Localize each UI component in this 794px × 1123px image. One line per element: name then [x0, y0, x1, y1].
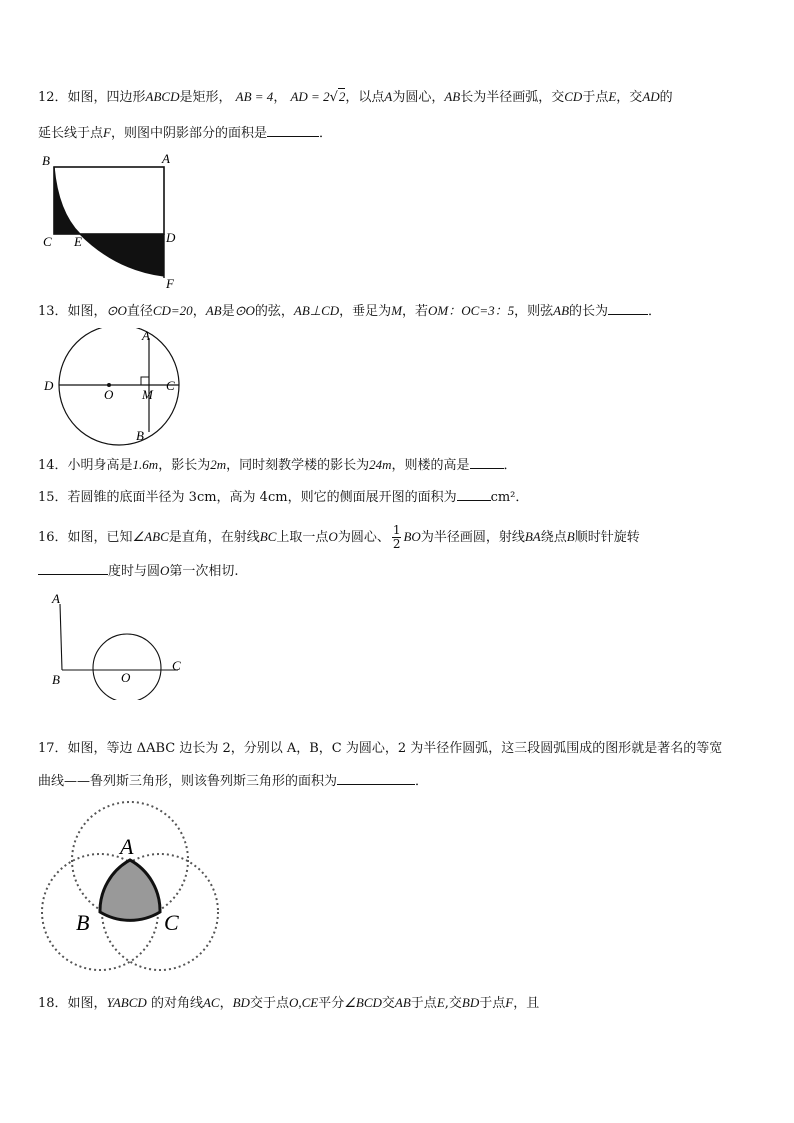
q17-figure	[38, 800, 228, 978]
q17-label-c: C	[164, 910, 179, 935]
q12-text: ，则图中阴影部分的面积是	[110, 126, 267, 141]
q16-frac-den: 2	[392, 537, 401, 551]
q13-ab: AB	[205, 303, 222, 318]
q16-ray-ba	[60, 604, 62, 670]
q18-text: 平分	[318, 996, 345, 1011]
q13-label-m: M	[142, 387, 153, 402]
q18-text: ,交	[444, 996, 462, 1011]
q17-label-a: A	[120, 834, 134, 859]
q13-label-o: O	[104, 387, 114, 402]
q12-text: 延长线于点	[38, 126, 104, 141]
q16-text: 度时与圆	[108, 564, 161, 579]
q13-end: ．	[648, 304, 662, 319]
q16-fraction	[392, 524, 402, 551]
q12-sep: ，	[273, 90, 287, 105]
q16-text: 为圆心、	[337, 530, 390, 545]
q14-text: ，同时刻教学楼的影长为	[226, 458, 370, 473]
q14-number: 14．小明身高是	[38, 458, 133, 473]
q18-ab: AB	[394, 995, 411, 1010]
q12-ab: AB	[444, 89, 461, 104]
q18-text: 交于点	[249, 996, 289, 1011]
q16-ba: BA	[524, 529, 541, 544]
q17-label-b: B	[76, 910, 90, 935]
q13-cd-eq: CD=20	[152, 303, 193, 318]
q12-text: 是矩形，	[179, 90, 232, 105]
q14-text: ，则楼的高是	[391, 458, 470, 473]
q18-text: 于点	[410, 996, 437, 1011]
q12-label-b: B	[42, 153, 50, 168]
q18-text: 的对角线	[150, 996, 203, 1011]
q12-text: 为圆心，	[392, 90, 445, 105]
q12-sqrt-sign: √	[329, 90, 338, 105]
q12-ad: AD	[642, 89, 660, 104]
q17-line1	[38, 740, 722, 758]
q18-text: ，	[219, 996, 233, 1011]
q13-text: ，垂足为	[339, 304, 392, 319]
q13-ratio: OM：OC=3：5	[428, 303, 515, 318]
q16-o2: O	[160, 563, 170, 578]
q12-point-a: A	[384, 89, 393, 104]
q12-cd: CD	[564, 89, 583, 104]
q13-text: ，若	[402, 304, 429, 319]
q18-angle: ∠BCD	[344, 995, 382, 1010]
q18-line	[38, 994, 539, 1013]
q13-text: 直径	[126, 304, 153, 319]
q12-answer-blank[interactable]	[267, 124, 319, 137]
q12-label-f: F	[166, 276, 174, 291]
q16-label-a: A	[52, 591, 60, 606]
q13-label-d: D	[44, 378, 54, 393]
q13-m: M	[391, 303, 403, 318]
q18-parallelogram: YABCD	[106, 995, 147, 1010]
q16-b: B	[566, 529, 575, 544]
q16-text: 为半径画圆，射线	[420, 530, 525, 545]
q16-text: 绕点	[540, 530, 567, 545]
q13-answer-blank[interactable]	[608, 302, 648, 315]
q16-circle	[93, 634, 161, 700]
q13-circle	[59, 328, 179, 445]
q13-ab2: AB	[553, 303, 570, 318]
q18-e: E	[436, 995, 445, 1010]
q13-text: ，则弦	[514, 304, 554, 319]
q16-text: 上取一点	[276, 530, 329, 545]
q12-label-c: C	[43, 234, 52, 249]
q12-shaded-left	[54, 167, 80, 234]
q13-text: 的长为	[569, 304, 609, 319]
q18-oce: O,CE	[288, 995, 319, 1010]
q16-answer-blank[interactable]	[38, 562, 108, 575]
q12-ab-eq: AB = 4	[235, 89, 274, 104]
q18-f: F	[505, 995, 514, 1010]
q13-text: 是	[221, 304, 235, 319]
q18-text: 于点	[479, 996, 506, 1011]
q15-end: ．	[515, 490, 529, 505]
q12-label-d: D	[166, 230, 176, 245]
q18-ac: AC	[202, 995, 220, 1010]
q15-answer-blank[interactable]	[457, 488, 491, 501]
q13-right-angle-mark	[141, 377, 149, 385]
q16-text: 第一次相切.	[169, 564, 239, 579]
q12-sqrt-arg: 2	[338, 89, 346, 104]
q13-text: 的弦，	[254, 304, 294, 319]
q16-label-b: B	[52, 672, 60, 687]
q13-label-c: C	[166, 378, 175, 393]
q14-height: 1.6m	[132, 457, 159, 472]
q13-number: 13．如图，	[38, 304, 107, 319]
q16-bo: BO	[403, 529, 421, 544]
q16-text: 是直角，在射线	[168, 530, 260, 545]
q18-bd: BD	[232, 995, 250, 1010]
q17-reuleaux-triangle	[100, 860, 160, 920]
q12-line2	[38, 124, 332, 143]
q13-circle-o: ⊙O	[106, 303, 127, 318]
q12-text: 于点	[582, 90, 609, 105]
q12-number: 12．如图，四边形	[38, 90, 146, 105]
q12-text: ，交	[616, 90, 643, 105]
q16-number: 16．如图，已知	[38, 530, 133, 545]
q12-line1	[38, 88, 673, 107]
q13-label-a: A	[142, 328, 150, 343]
q18-text: 交	[381, 996, 395, 1011]
q15-unit: cm²	[490, 490, 516, 505]
q14-line	[38, 456, 517, 475]
q15-line	[38, 488, 528, 507]
q12-text: ，以点	[345, 90, 385, 105]
q13-circle-o2: ⊙O	[234, 303, 255, 318]
q12-text: 的	[659, 90, 673, 105]
q14-shadow: 2m	[210, 457, 227, 472]
q12-text: 长为半径画弧，交	[460, 90, 565, 105]
q16-angle: ∠ABC	[132, 529, 169, 544]
q16-figure	[38, 590, 198, 700]
q16-frac-num: 1	[392, 523, 401, 537]
q17-answer-blank[interactable]	[337, 772, 415, 785]
q13-text: ，	[192, 304, 206, 319]
q16-line1	[38, 524, 640, 551]
q14-building-shadow: 24m	[369, 457, 392, 472]
q18-text: ，且	[513, 996, 540, 1011]
q16-o: O	[328, 529, 338, 544]
q17-line2	[38, 772, 428, 791]
q16-label-c: C	[172, 658, 181, 673]
q13-perp: AB⊥CD	[293, 303, 340, 318]
q13-label-b: B	[136, 428, 144, 443]
q14-answer-blank[interactable]	[470, 456, 504, 469]
q12-label-e: E	[74, 234, 82, 249]
q12-figure	[38, 152, 188, 292]
q16-text: 顺时针旋转	[574, 530, 640, 545]
q12-point-e: E	[608, 89, 617, 104]
q18-number: 18．如图，	[38, 996, 107, 1011]
q12-label-a: A	[162, 152, 170, 166]
q16-line2	[38, 562, 239, 581]
q14-text: ，影长为	[158, 458, 211, 473]
q13-figure	[38, 328, 188, 446]
q12-ad-eq: AD = 2	[290, 89, 330, 104]
q12-shaded-right	[80, 234, 164, 276]
q17-text: 17．如图，等边 ΔABC 边长为 2，分别以 A，B，C 为圆心，2 为半径作圆弧，这三段圆弧围成的图形就是著名的等宽	[38, 741, 723, 756]
q12-abcd: ABCD	[145, 89, 180, 104]
q13-line	[38, 302, 661, 321]
q16-bc: BC	[259, 529, 277, 544]
q12-point-f: F	[103, 125, 111, 140]
q17-text: 曲线——鲁列斯三角形，则该鲁列斯三角形的面积为	[38, 774, 338, 789]
q12-end: ．	[318, 126, 332, 141]
q15-text: 15．若圆锥的底面半径为 3cm，高为 4cm，则它的侧面展开图的面积为	[38, 490, 457, 505]
q18-bd2: BD	[461, 995, 480, 1010]
q14-end: ．	[503, 458, 517, 473]
q17-end: ．	[415, 774, 429, 789]
q16-label-o: O	[121, 670, 131, 685]
